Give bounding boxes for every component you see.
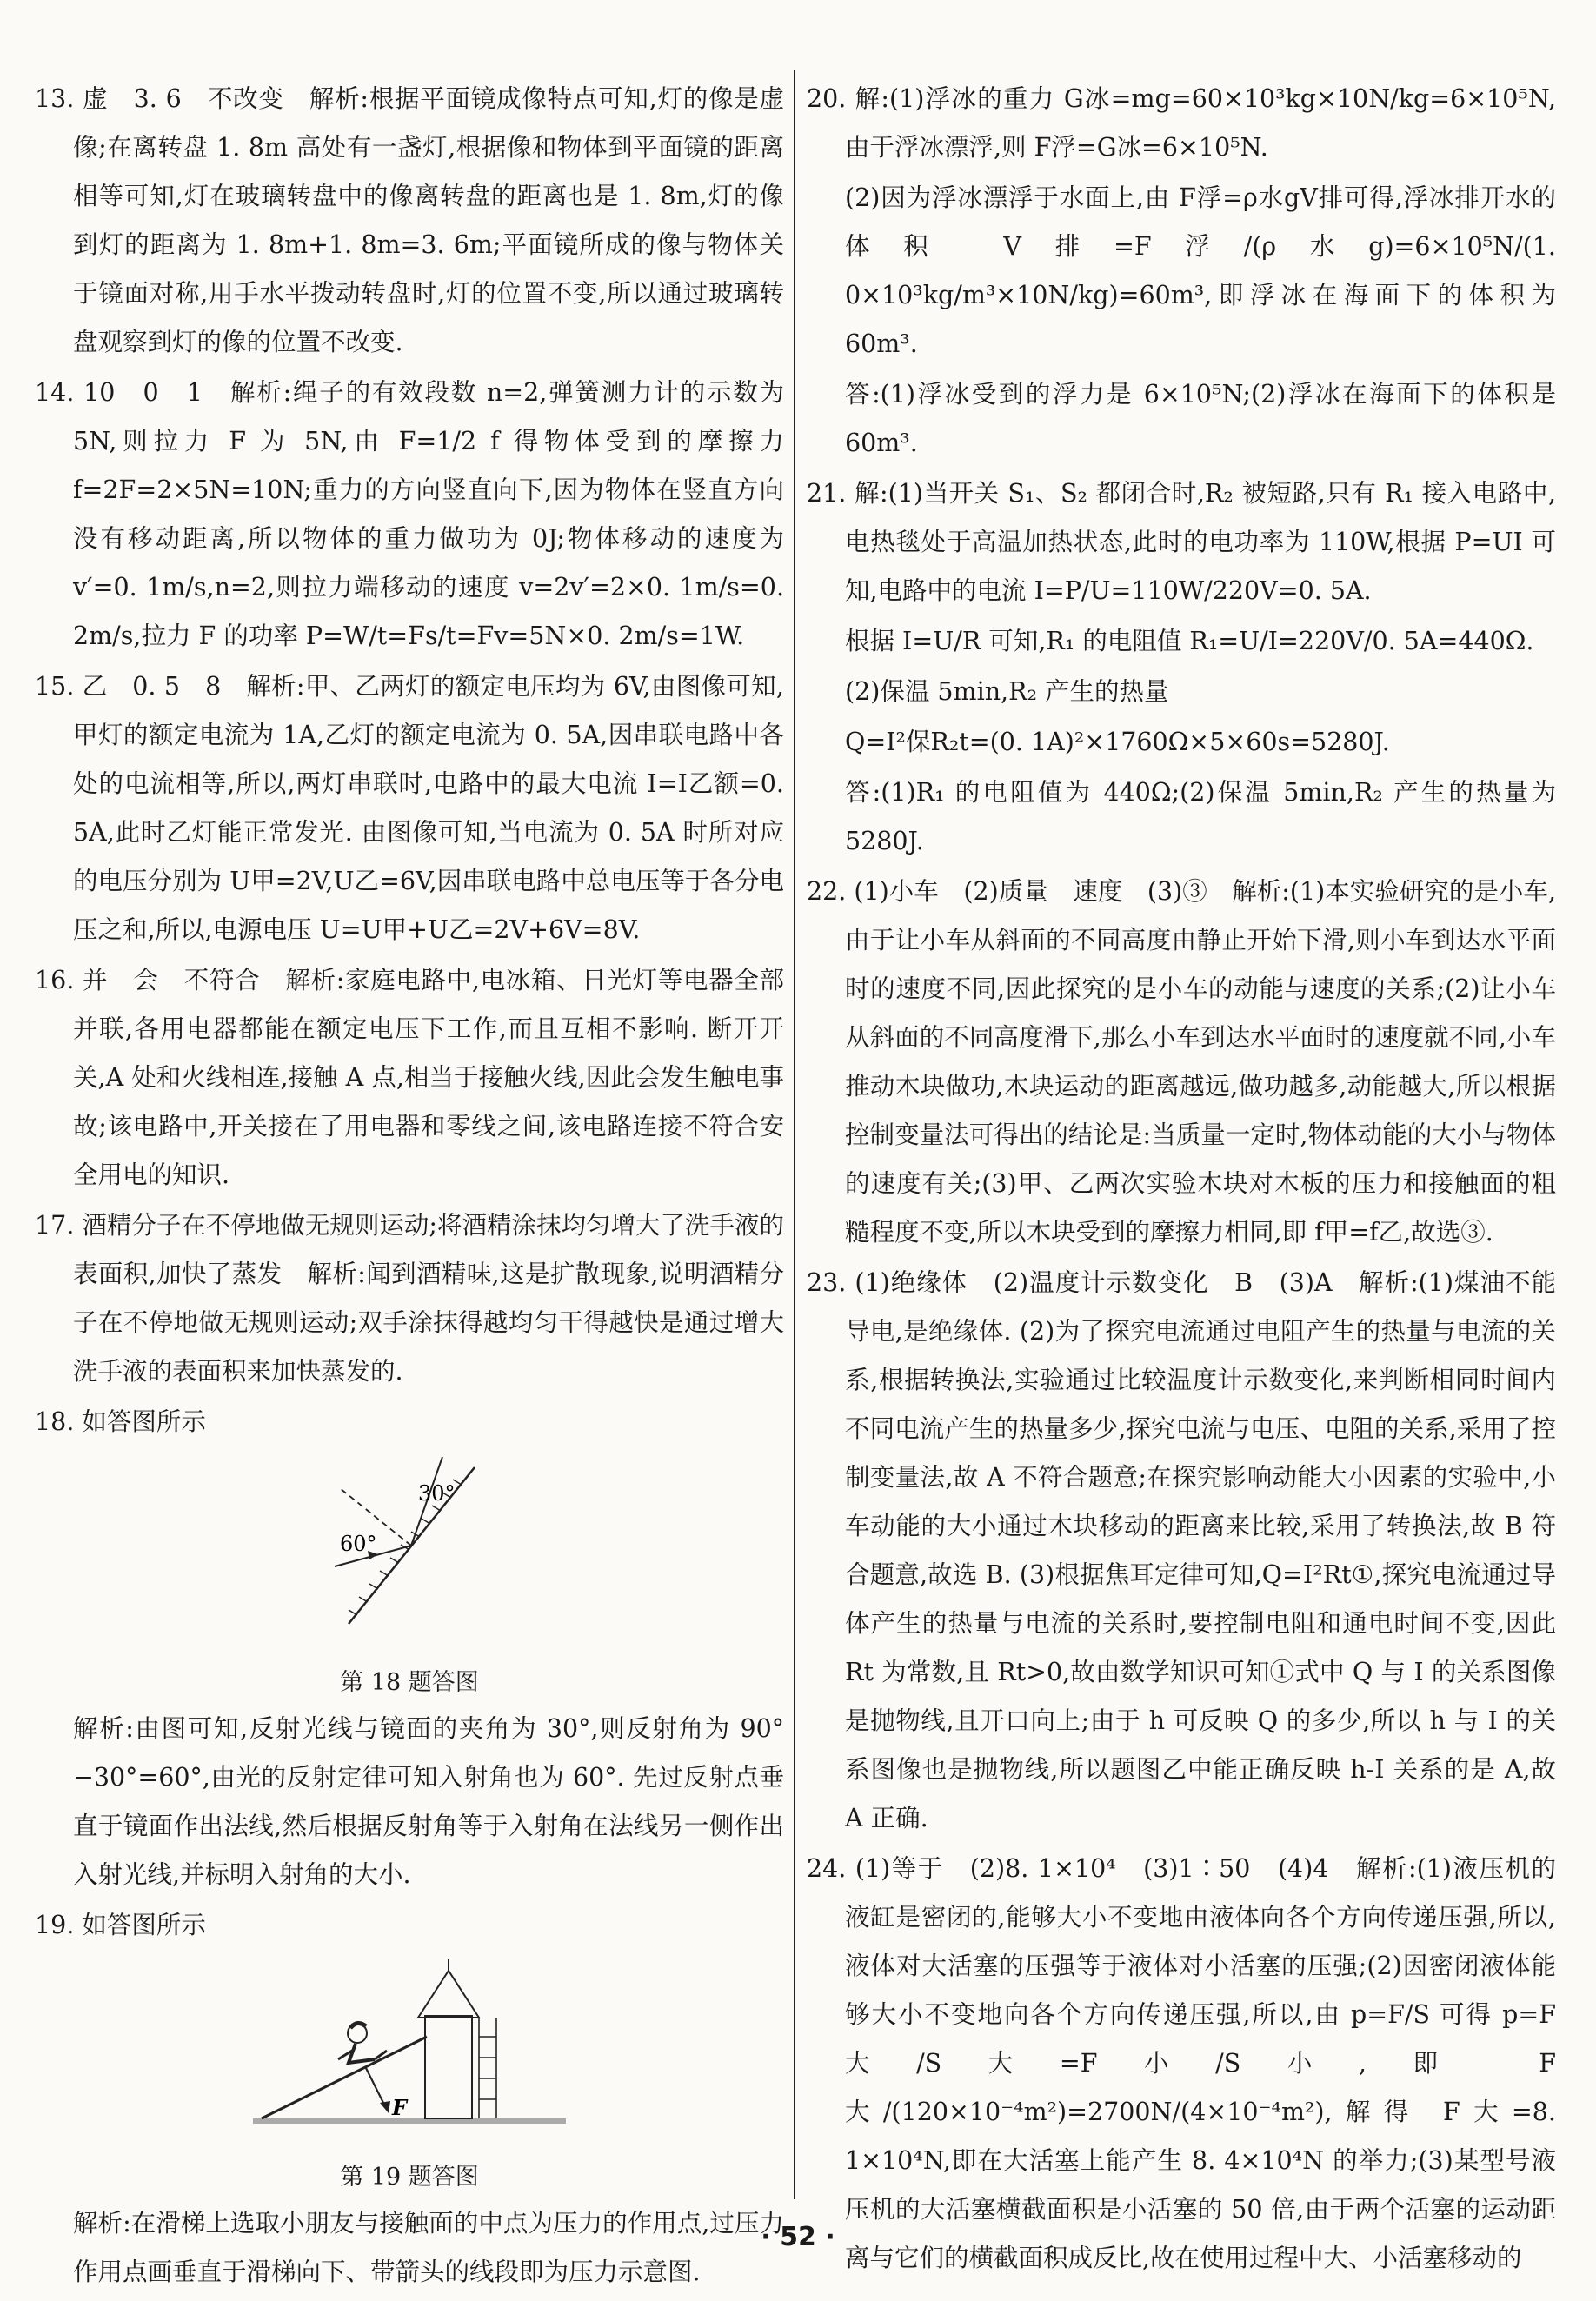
answer-16: 16. 并 会 不符合 解析:家庭电路中,电冰箱、日光灯等电器全部并联,各用电器都能在额定电压下工作,而且互相不影响. 断开开关,A 处和火线相连,接触 A 点,相当于接触火线,因此会发生触电事故;该电路中,开关接在了用电器和零线之间,该电路连接不符合安全用电的知识. <box>35 966 784 1189</box>
figure-19 <box>35 1953 784 2152</box>
answer-18-analysis: 解析:由图可知,反射光线与镜面的夹角为 30°,则反射角为 90°−30°=60°,由光的反射定律可知入射角也为 60°. 先过反射点垂直于镜面作出法线,然后根据反射角等于入射角在法线另一侧作出入射光线,并标明入射角的大小. <box>73 1714 784 1889</box>
force-line <box>366 2068 385 2106</box>
left-column <box>35 75 784 2298</box>
tower-roof <box>418 1971 479 2018</box>
child-figure <box>338 2023 387 2063</box>
page-number: · 52 · <box>761 2222 835 2252</box>
reflection-diagram <box>314 1450 505 1641</box>
right-column <box>807 75 1556 2284</box>
answer-21-part1: 21. 解:(1)当开关 S₁、S₂ 都闭合时,R₂ 被短路,只有 R₁ 接入电路中,电热毯处于高温加热状态,此时的电功率为 110W,根据 P=UI 可知,电路中的电流 I=P/U=110W/220V=0. 5A. <box>807 479 1556 605</box>
answer-19-analysis: 解析:在滑梯上选取小朋友与接触面的中点为压力的作用点,过压力作用点画垂直于滑梯向下、带箭头的线段即为压力示意图. <box>73 2209 784 2286</box>
answer-23: 23. (1)绝缘体 (2)温度计示数变化 B (3)A 解析:(1)煤油不能导电,是绝缘体. (2)为了探究电流通过电阻产生的热量与电流的关系,根据转换法,实验通过比较温度计示数变化,来判断相同时间内不同电流产生的热量多少,探究电流与电压、电阻的关系,采用了控制变量法,故 A 不符合题意;在探究影响动能大小因素的实验中,小车动能的大小通过木块移动的距离来比较,采用了转换法,故 B 符合题意,故选 B. (3)根据焦耳定律可知,Q=I²Rt①,探究电流通过导体产生的热量与电流的关系时,要控制电阻和通电时间不变,因此 Rt 为常数,且 Rt>0,故由数学知识可知①式中 Q 与 I 的关系图像是抛物线,且开口向上;由于 h 可反映 Q 的多少,所以 h 与 I 的关系图像也是抛物线,所以题图乙中能正确反映 h-I 关系的是 A,故 A 正确. <box>807 1268 1556 1832</box>
figure-18 <box>35 1450 784 1658</box>
slide-diagram <box>244 1953 575 2136</box>
angle-label-30: 30° <box>418 1481 456 1506</box>
answer-21-part2: 根据 I=U/R 可知,R₁ 的电阻值 R₁=U/I=220V/0. 5A=440Ω. <box>845 627 1534 655</box>
figure-18-caption: 第 18 题答图 <box>340 1669 479 1696</box>
answer-20-part1: 20. 解:(1)浮冰的重力 G冰=mg=60×10³kg×10N/kg=6×10⁵N,由于浮冰漂浮,则 F浮=G冰=6×10⁵N. <box>807 84 1556 162</box>
ladder <box>479 2018 496 2118</box>
answer-20-part2: (2)因为浮冰漂浮于水面上,由 F浮=ρ水gV排可得,浮冰排开水的体积 V排=F浮/(ρ水g)=6×10⁵N/(1. 0×10³kg/m³×10N/kg)=60m³,即浮冰在海面下的体积为 60m³. <box>845 183 1556 358</box>
force-label: F <box>392 2095 408 2120</box>
answer-21-part3: (2)保温 5min,R₂ 产生的热量 <box>845 677 1169 706</box>
answer-13: 13. 虚 3. 6 不改变 解析:根据平面镜成像特点可知,灯的像是虚像;在离转盘 1. 8m 高处有一盏灯,根据像和物体到平面镜的距离相等可知,灯在玻璃转盘中的像离转盘的距离也是 1. 8m,灯的像到灯的距离为 1. 8m+1. 8m=3. 6m;平面镜所成的像与物体关于镜面对称,用手水平拨动转盘时,灯的位置不变,所以通过玻璃转盘观察到灯的像的位置不改变. <box>35 84 784 356</box>
column-divider <box>794 70 795 2199</box>
answer-21-conclusion: 答:(1)R₁ 的电阻值为 440Ω;(2)保温 5min,R₂ 产生的热量为 5280J. <box>845 778 1556 855</box>
answer-24: 24. (1)等于 (2)8. 1×10⁴ (3)1∶50 (4)4 解析:(1)液压机的液缸是密闭的,能够大小不变地由液体向各个方向传递压强,所以,液体对大活塞的压强等于液体对小活塞的压强;(2)因密闭液体能够大小不变地向各个方向传递压强,所以,由 p=F/S 可得 p=F大/S大=F小/S小,即 F大/(120×10⁻⁴m²)=2700N/(4×10⁻⁴m²),解得 F大=8. 1×10⁴N,即在大活塞上能产生 8. 4×10⁴N 的举力;(3)某型号液压机的大活塞横截面积是小活塞的 50 倍,由于两个活塞的运动距离与它们的横截面积成反比,故在使用过程中大、小活塞移动的 <box>807 1854 1556 2272</box>
answer-22: 22. (1)小车 (2)质量 速度 (3)③ 解析:(1)本实验研究的是小车,由于让小车从斜面的不同高度由静止开始下滑,则小车到达水平面时的速度不同,因此探究的是小车的动能与速度的关系;(2)让小车从斜面的不同高度滑下,那么小车到达水平面时的速度就不同,小车推动木块做功,木块运动的距离越远,做功越多,动能越大,所以根据控制变量法可得出的结论是:当质量一定时,物体动能的大小与物体的速度有关;(3)甲、乙两次实验木块对木板的压力和接触面的粗糙程度不变,所以木块受到的摩擦力相同,即 f甲=f乙,故选③. <box>807 877 1556 1247</box>
answer-15: 15. 乙 0. 5 8 解析:甲、乙两灯的额定电压均为 6V,由图像可知,甲灯的额定电流为 1A,乙灯的额定电流为 0. 5A,因串联电路中各处的电流相等,所以,两灯串联时,电路中的最大电流 I=I乙额=0. 5A,此时乙灯能正常发光. 由图像可知,当电流为 0. 5A 时所对应的电压分别为 U甲=2V,U乙=6V,因串联电路中总电压等于各分电压之和,所以,电源电压 U=U甲+U乙=2V+6V=8V. <box>35 672 784 944</box>
answer-20-conclusion: 答:(1)浮冰受到的浮力是 6×10⁵N;(2)浮冰在海面下的体积是 60m³. <box>845 380 1556 457</box>
answer-19-heading: 19. 如答图所示 <box>35 1911 206 1939</box>
force-arrow <box>380 2101 390 2113</box>
slide-tower <box>425 2016 472 2118</box>
angle-label-60: 60° <box>340 1532 377 1556</box>
answer-17: 17. 酒精分子在不停地做无规则运动;将酒精涂抹均匀增大了洗手液的表面积,加快了蒸发 解析:闻到酒精味,这是扩散现象,说明酒精分子在不停地做无规则运动;双手涂抹得越均匀干得越快是通过增大洗手液的表面积来加快蒸发的. <box>35 1211 784 1386</box>
answer-14: 14. 10 0 1 解析:绳子的有效段数 n=2,弹簧测力计的示数为 5N,则拉力 F 为 5N,由 F=1/2 f 得物体受到的摩擦力 f=2F=2×5N=10N;重力的方向竖直向下,因为物体在竖直方向没有移动距离,所以物体的重力做功为 0J;物体移动的速度为 v′=0. 1m/s,n=2,则拉力端移动的速度 v=2v′=2×0. 1m/s=0. 2m/s,拉力 F 的功率 P=W/t=Fs/t=Fv=5N×0. 2m/s=1W. <box>35 378 784 650</box>
figure-19-caption: 第 19 题答图 <box>340 2164 479 2191</box>
answer-18-heading: 18. 如答图所示 <box>35 1407 206 1436</box>
answer-21-part4: Q=I²保R₂t=(0. 1A)²×1760Ω×5×60s=5280J. <box>845 728 1390 756</box>
ground <box>253 2118 566 2124</box>
